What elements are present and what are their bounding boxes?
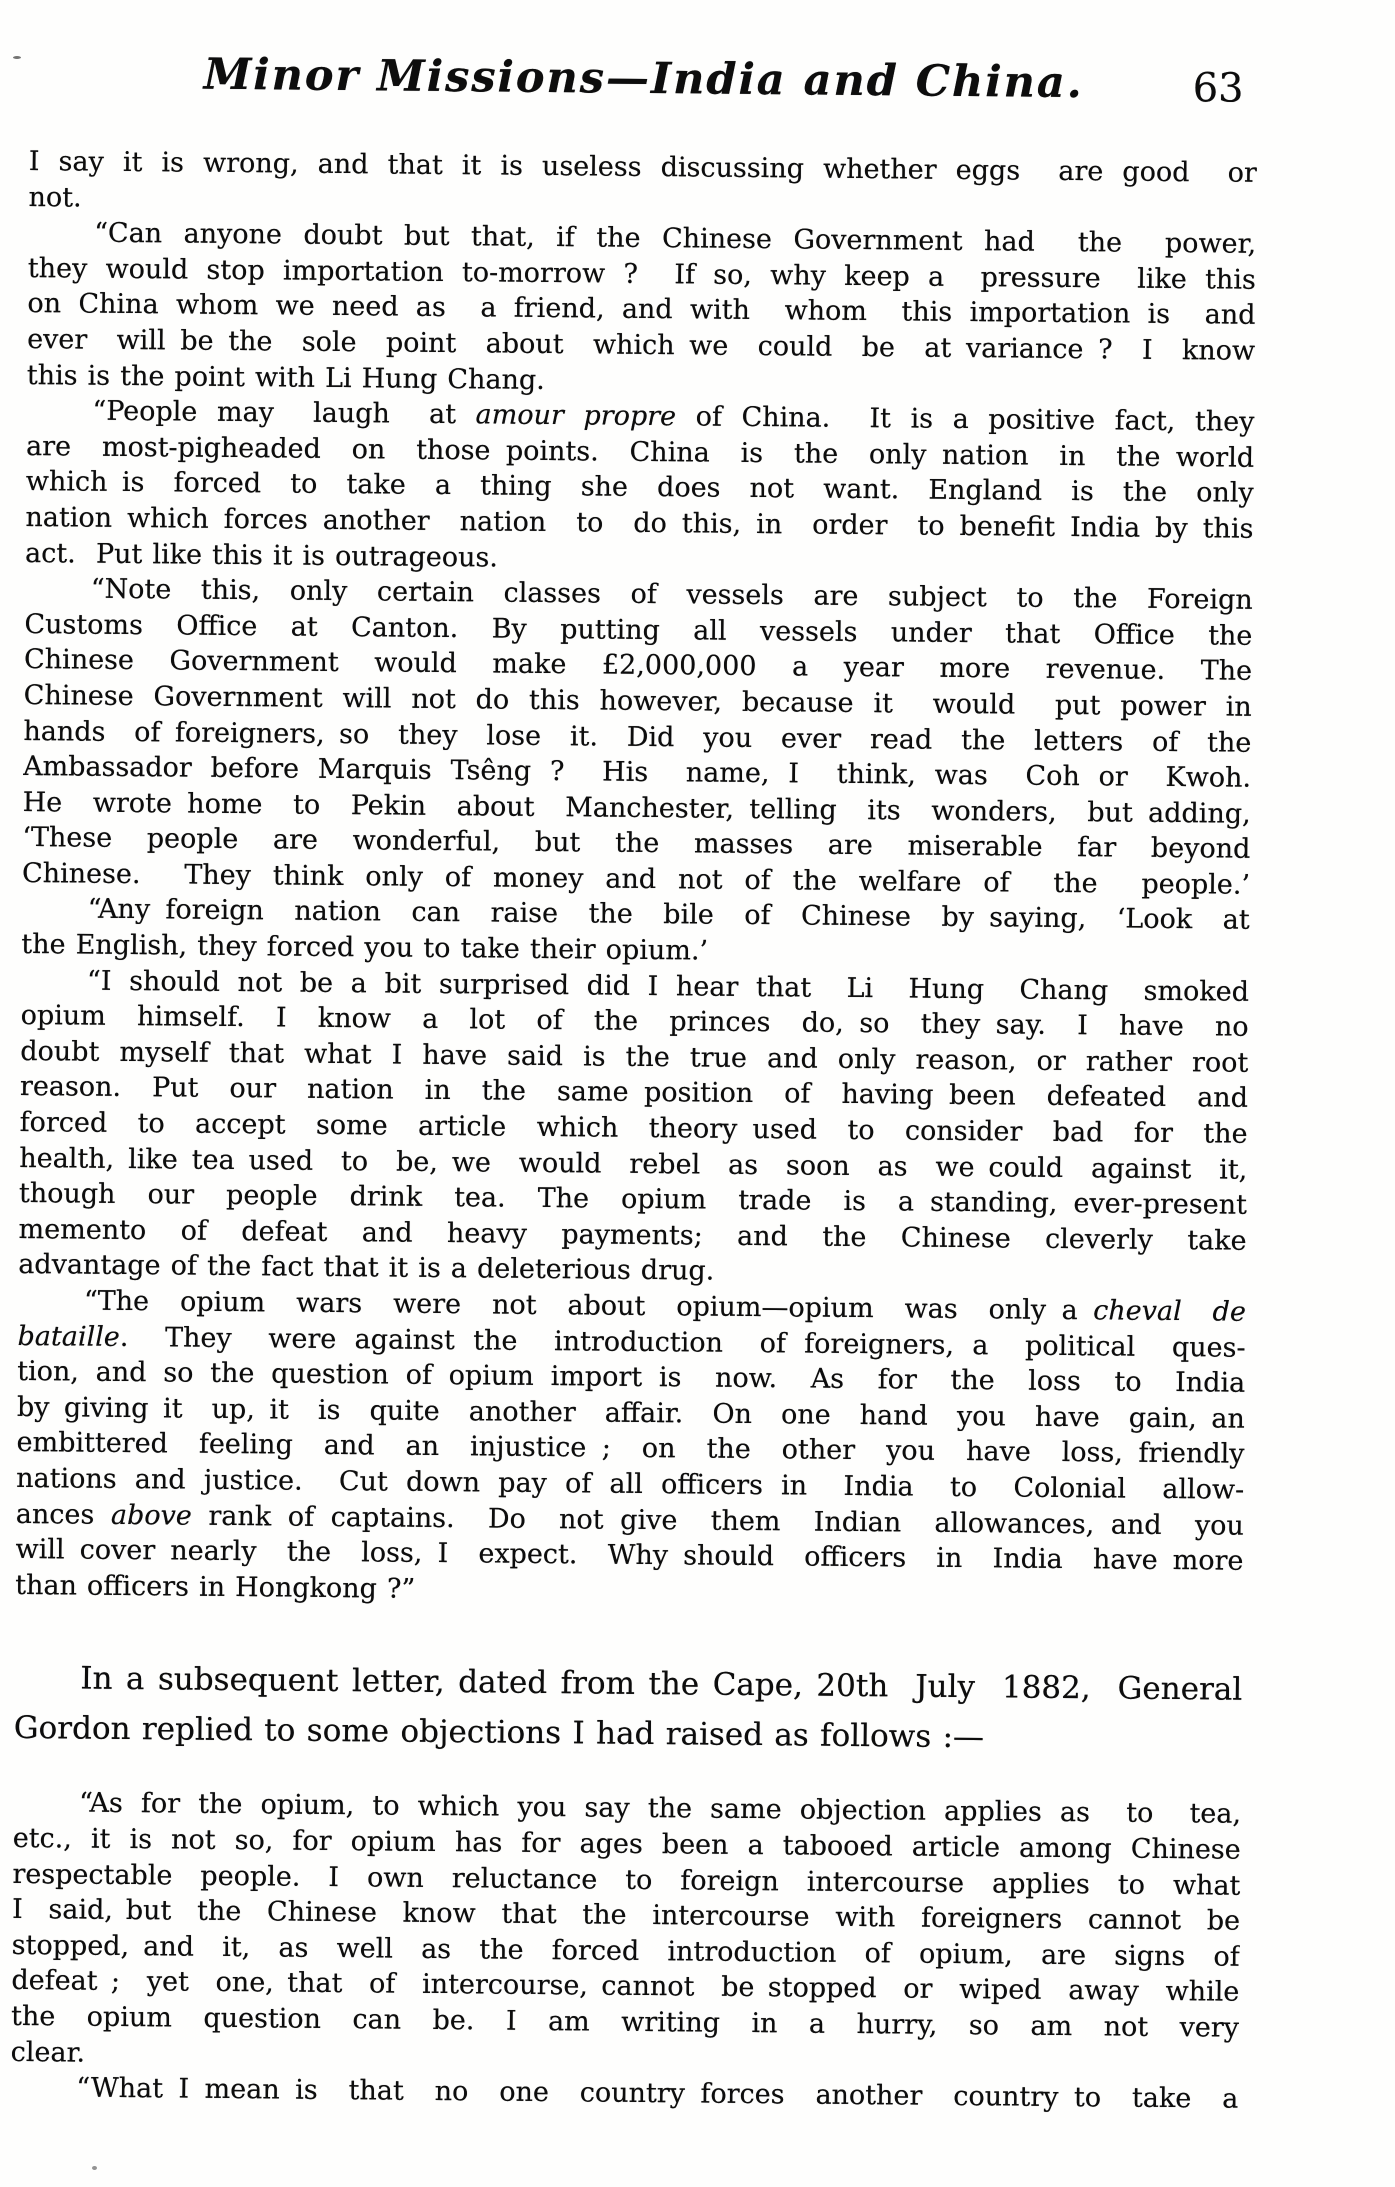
text-run: are most-pigheaded on those points. China is the only nation in the world: [25, 430, 1255, 474]
text-run: ances: [15, 1498, 112, 1531]
text-run: will cover nearly the loss, I expect. Why should officers in India have more: [15, 1534, 1244, 1577]
text-run: “As for the opium, to which you say the same objection applies as to tea,: [78, 1787, 1242, 1831]
page-header: [29, 44, 1258, 114]
quote-paragraph-raise-the-bile: [21, 891, 1250, 974]
continuation-paragraph: [28, 144, 1257, 227]
text-run: the English, they forced you to take their opium.’: [21, 929, 709, 967]
quote-paragraph-opium-wars: [15, 1283, 1246, 1615]
quote-paragraph-as-for-the-opium: [11, 1785, 1242, 2082]
text-run: nations and justice. Cut down pay of all officers in India to Colonial allow-: [16, 1462, 1245, 1506]
text-run: forced to accept some article which theory used to consider bad for the: [19, 1106, 1248, 1150]
text-run: though our people drink tea. The opium trade is a standing, ever-present: [18, 1178, 1248, 1221]
text-run: doubt myself that what I have said is the true and only reason, or rather root: [20, 1035, 1249, 1079]
text-run: “I should not be a bit surprised did I hear that Li Hung Chang smoked: [86, 965, 1250, 1008]
text-run: by giving it up, it is quite another affair. On one hand you have gain, an: [16, 1391, 1246, 1435]
text-run: ‘These people are wonderful, but the masses are miserable far beyond: [22, 822, 1251, 866]
text-run: I said, but the Chinese know that the intercourse with foreigners cannot be: [11, 1894, 1241, 1937]
quote-paragraph-li-hung-chang-smoked: [18, 963, 1249, 1295]
text-run: they would stop importation to-morrow ? If so, why keep a pressure like this: [27, 252, 1256, 296]
text-run: Gordon replied to some objections I had raised as follows :—: [13, 1710, 985, 1756]
page-body: [10, 144, 1257, 2117]
text-run: defeat ; yet one, that of intercourse, cannot be stopped or wiped away while: [11, 1965, 1240, 2009]
page-number: 63: [1192, 65, 1244, 112]
italic-text: amour propre: [475, 399, 677, 433]
quote-paragraph-foreign-customs: [22, 571, 1253, 903]
text-run: memento of defeat and heavy payments; and the Chinese cleverly take: [18, 1213, 1247, 1257]
italic-text: cheval de: [1093, 1295, 1247, 1328]
text-run: etc., it is not so, for opium has for ages been a tabooed article among Chinese: [12, 1822, 1241, 1866]
text-run: Customs Office at Canton. By putting all vessels under that Office the: [24, 608, 1253, 652]
scan-speck: [92, 2166, 97, 2170]
text-run: health, like tea used to be, we would rebel as soon as we could against it,: [19, 1142, 1248, 1186]
text-run: rank of captains. Do not give them Indian allowances, and you: [191, 1500, 1244, 1542]
italic-text: above: [110, 1499, 192, 1532]
text-run: Ambassador before Marquis Tsêng ? His name, I think, was Coh or Kwoh.: [22, 751, 1252, 794]
quote-paragraph-can-anyone-doubt: [27, 215, 1257, 405]
text-run: “The opium wars were not about opium—opium was only a: [83, 1285, 1094, 1327]
text-run: In a subsequent letter, dated from the Cape, 20th July 1882, General: [80, 1660, 1243, 1709]
text-run: I say it is wrong, and that it is useless discussing whether eggs are good or: [28, 145, 1257, 189]
text-run: He wrote home to Pekin about Manchester, telling its wonders, but adding,: [22, 786, 1251, 830]
text-run: stopped, and it, as well as the forced introduction of opium, are signs of: [11, 1929, 1240, 1973]
text-run: “People may laugh at: [92, 395, 476, 431]
text-run: opium himself. I know a lot of the princes do, so they say. I have no: [20, 1000, 1249, 1043]
page-content: [10, 44, 1258, 2117]
text-run: advantage of the fact that it is a deleterious drug.: [18, 1249, 715, 1288]
text-run: nation which forces another nation to do this, in order to benefit India by this: [25, 501, 1254, 545]
text-run: “Any foreign nation can raise the bile of Chinese by saying, ‘Look at: [87, 894, 1250, 937]
text-run: act. Put like this it is outrageous.: [24, 537, 499, 574]
text-run: not.: [28, 181, 82, 214]
text-run: of China. It is a positive fact, they: [675, 401, 1255, 438]
text-run: embittered feeling and an injustice ; on the other you have loss, friendly: [16, 1427, 1245, 1471]
text-run: the opium question can be. I am writing in a hurry, so am not very: [10, 2000, 1240, 2044]
text-run: hands of foreigners, so they lose it. Did you ever read the letters of the: [23, 715, 1252, 759]
text-run: “What I mean is that no one country forces another country to take a: [76, 2072, 1239, 2115]
text-run: Chinese Government will not do this however, because it would put power in: [23, 679, 1252, 723]
text-run: Chinese. They think only of money and not of the welfare of the people.’: [21, 857, 1251, 901]
text-run: tion, and so the question of opium import is now. As for the loss to India: [17, 1356, 1246, 1399]
quote-paragraph-amour-propre: [25, 393, 1255, 583]
text-run: which is forced to take a thing she does not want. England is the only: [25, 466, 1254, 510]
text-run: on China whom we need as a friend, and with whom this importation is and: [27, 288, 1256, 332]
running-title: Minor Missions—India and China.: [203, 49, 1084, 109]
text-run: Chinese Government would make £2,000,000 a year more revenue. The: [23, 644, 1253, 688]
text-run: respectable people. I own reluctance to foreign intercourse applies to what: [12, 1858, 1241, 1902]
text-run: “Note this, only certain classes of vessels are subject to the Foreign: [90, 573, 1253, 616]
narrative-paragraph-subsequent-letter: [14, 1653, 1243, 1765]
text-run: reason. Put our nation in the same position of having been defeated and: [19, 1071, 1249, 1115]
text-run: this is the point with Li Hung Chang.: [26, 359, 545, 396]
text-run: clear.: [10, 2036, 86, 2069]
italic-text: bataille: [17, 1320, 120, 1353]
text-run: “Can anyone doubt but that, if the Chinese Government had the power,: [94, 217, 1257, 260]
scan-speck: [13, 56, 21, 59]
text-run: ever will be the sole point about which we could be at variance ? I know: [27, 323, 1256, 367]
text-run: . They were against the introduction of foreigners, a political ques-: [119, 1321, 1246, 1364]
text-run: than officers in Hongkong ?”: [15, 1569, 416, 1605]
